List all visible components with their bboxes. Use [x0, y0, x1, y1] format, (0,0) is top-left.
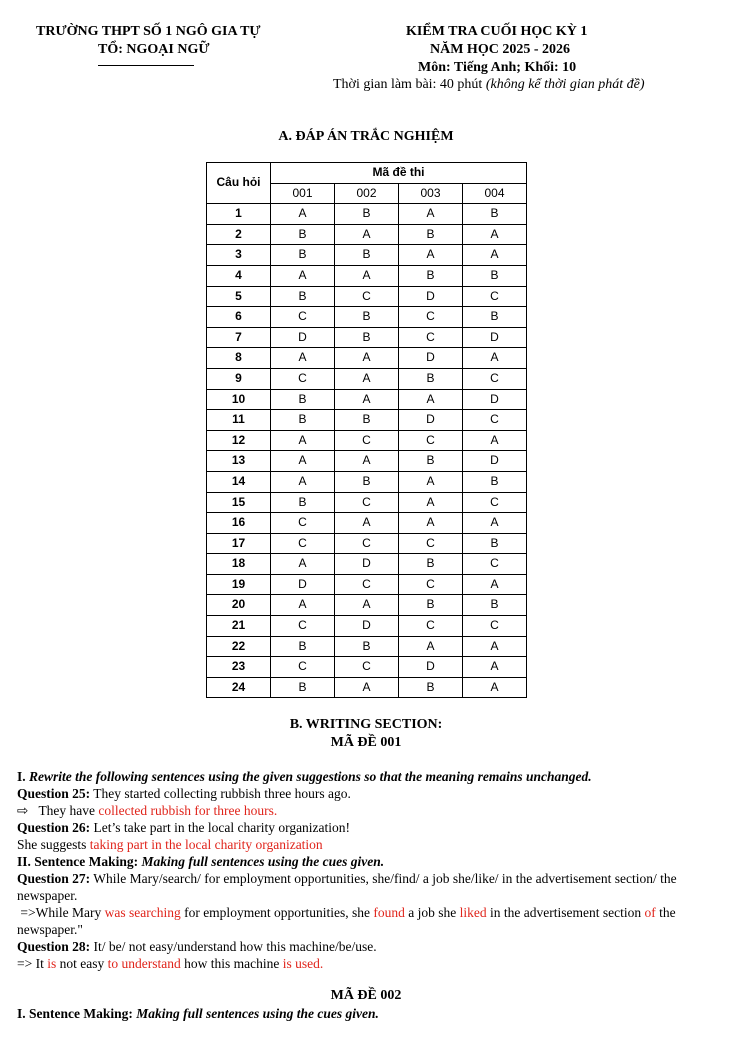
question-number: 15: [207, 492, 271, 513]
answer-cell: B: [271, 636, 335, 657]
answer-cell: C: [335, 286, 399, 307]
answer-cell: B: [271, 245, 335, 266]
table-row: [207, 245, 527, 266]
section-a-title: A. ĐÁP ÁN TRẮC NGHIỆM: [278, 129, 454, 144]
answer-cell: C: [463, 492, 527, 513]
answer-cell: B: [399, 265, 463, 286]
school-name: TRƯỜNG THPT SỐ 1 NGÔ GIA TỰ: [36, 24, 261, 39]
answer-cell: B: [399, 368, 463, 389]
answer-cell: D: [271, 327, 335, 348]
q27-answer: [17, 904, 715, 938]
answer-cell: D: [399, 348, 463, 369]
answer-cell: B: [463, 471, 527, 492]
answer-cell: C: [335, 657, 399, 678]
writing-section-001: [17, 768, 717, 972]
code-header: 002: [335, 183, 399, 204]
answer-cell: A: [463, 224, 527, 245]
q25-answer: [17, 802, 717, 819]
answer-cell: B: [271, 677, 335, 698]
code-header: 001: [271, 183, 335, 204]
q28-answer-key: is used.: [282, 956, 324, 971]
part1-number: I.: [17, 769, 26, 784]
table-row: [207, 327, 527, 348]
answer-cell: C: [399, 574, 463, 595]
arrow-icon: ⇨: [17, 803, 29, 818]
answer-cell: A: [463, 677, 527, 698]
question-number: 21: [207, 616, 271, 637]
exam-title: KIỂM TRA CUỐI HỌC KỲ 1: [406, 24, 588, 39]
section-b-title: B. WRITING SECTION:: [289, 717, 443, 732]
answer-cell: C: [463, 410, 527, 431]
answer-cell: C: [271, 657, 335, 678]
answer-cell: C: [399, 430, 463, 451]
answer-cell: A: [335, 451, 399, 472]
question-number: 22: [207, 636, 271, 657]
answer-cell: A: [399, 471, 463, 492]
answer-table-body: [207, 204, 527, 698]
part1-instruction-text: Rewrite the following sentences using the given suggestions so that the meaning remains unchanged.: [29, 769, 592, 784]
question-number: 6: [207, 307, 271, 328]
answer-cell: B: [335, 471, 399, 492]
answer-cell: B: [335, 327, 399, 348]
answer-cell: A: [271, 595, 335, 616]
q26-answer-key: taking part in the local charity organization: [89, 837, 323, 852]
answer-cell: B: [399, 554, 463, 575]
question-number: 5: [207, 286, 271, 307]
header-underline: [98, 65, 194, 66]
code-002-title: MÃ ĐỀ 002: [330, 988, 402, 1003]
answer-cell: C: [399, 616, 463, 637]
question-number: 19: [207, 574, 271, 595]
table-row: [207, 224, 527, 245]
answer-cell: A: [399, 513, 463, 534]
answer-cell: D: [463, 389, 527, 410]
answer-cell: A: [271, 265, 335, 286]
time-note: (không kể thời gian phát đề): [485, 77, 645, 92]
code-001-title: MÃ ĐỀ 001: [330, 735, 402, 750]
answer-cell: C: [399, 327, 463, 348]
answer-cell: C: [399, 307, 463, 328]
answer-cell: A: [335, 389, 399, 410]
question-number: 2: [207, 224, 271, 245]
question-number: 13: [207, 451, 271, 472]
table-row: [207, 348, 527, 369]
q28-answer-key: to understand: [107, 956, 181, 971]
q28-answer-key: is: [47, 956, 57, 971]
answer-cell: B: [335, 307, 399, 328]
q28-answer-part: how this machine: [184, 956, 280, 971]
answer-cell: B: [271, 286, 335, 307]
question-27: [17, 870, 715, 904]
question-number: 4: [207, 265, 271, 286]
answer-cell: A: [463, 574, 527, 595]
answer-cell: C: [271, 513, 335, 534]
part1b-instruction-text: Making full sentences using the cues given.: [136, 1006, 379, 1021]
answer-cell: A: [271, 348, 335, 369]
question-number: 9: [207, 368, 271, 389]
q27-answer-part: for employment opportunities, she: [184, 905, 371, 920]
answer-cell: D: [335, 616, 399, 637]
question-28: [17, 938, 717, 955]
answer-cell: A: [271, 204, 335, 225]
answer-cell: C: [271, 307, 335, 328]
answer-cell: B: [463, 265, 527, 286]
part2-instruction: [17, 853, 717, 870]
q27-answer-key: was searching: [104, 905, 181, 920]
q27-text: While Mary/search/ for employment opportunities, she/find/ a job she/like/ in the advertisement section/ the newspaper.: [17, 871, 677, 903]
answer-cell: A: [335, 265, 399, 286]
table-row: [207, 513, 527, 534]
question-number: 10: [207, 389, 271, 410]
school-year: NĂM HỌC 2025 - 2026: [430, 42, 570, 57]
table-row: [207, 595, 527, 616]
time-label: Thời gian làm bài: 40 phút: [333, 77, 483, 92]
answer-cell: A: [463, 636, 527, 657]
q27-answer-key: liked: [459, 905, 487, 920]
answer-cell: A: [463, 513, 527, 534]
answer-cell: B: [335, 204, 399, 225]
q25-answer-key: collected rubbish for three hours.: [98, 803, 278, 818]
answer-cell: A: [271, 451, 335, 472]
answer-cell: A: [335, 348, 399, 369]
code-header: 003: [399, 183, 463, 204]
q28-text: It/ be/ not easy/understand how this machine/be/use.: [93, 939, 377, 954]
q27-answer-part: =>While Mary: [20, 905, 102, 920]
table-row: [207, 368, 527, 389]
answer-cell: D: [399, 410, 463, 431]
table-row: [207, 410, 527, 431]
answer-cell: B: [463, 307, 527, 328]
q26-label: Question 26:: [17, 820, 91, 835]
answer-cell: A: [335, 677, 399, 698]
answer-cell: C: [463, 286, 527, 307]
question-number: 16: [207, 513, 271, 534]
answer-cell: C: [463, 616, 527, 637]
q28-answer-part: => It: [17, 956, 44, 971]
answer-cell: B: [463, 204, 527, 225]
answer-cell: C: [463, 554, 527, 575]
answer-cell: C: [335, 492, 399, 513]
q28-answer: [17, 955, 717, 972]
answer-cell: C: [463, 368, 527, 389]
table-row: [207, 677, 527, 698]
answer-cell: A: [271, 471, 335, 492]
table-row: [207, 574, 527, 595]
question-number: 18: [207, 554, 271, 575]
q27-answer-part: the newspaper.": [17, 905, 676, 937]
question-number: 12: [207, 430, 271, 451]
answer-cell: A: [335, 513, 399, 534]
answer-cell: B: [399, 677, 463, 698]
q27-answer-part: in the advertisement section: [490, 905, 642, 920]
answer-cell: C: [335, 430, 399, 451]
q27-answer-key: of: [644, 905, 656, 920]
table-row: [207, 533, 527, 554]
subject-line: Môn: Tiếng Anh; Khối: 10: [418, 60, 577, 75]
question-number: 14: [207, 471, 271, 492]
table-row: [207, 204, 527, 225]
answer-cell: A: [399, 204, 463, 225]
answer-cell: B: [271, 410, 335, 431]
answer-cell: A: [271, 554, 335, 575]
answer-cell: B: [271, 224, 335, 245]
part1b-label: I. Sentence Making:: [17, 1006, 133, 1021]
part1-instruction: [17, 768, 717, 785]
q25-text: They started collecting rubbish three hours ago.: [93, 786, 351, 801]
answer-table: [206, 162, 527, 698]
table-row: [207, 636, 527, 657]
table-row: [207, 616, 527, 637]
answer-cell: B: [399, 224, 463, 245]
table-row: [207, 286, 527, 307]
answer-cell: A: [399, 636, 463, 657]
table-row: [207, 451, 527, 472]
col-code-header: Mã đề thi: [271, 163, 527, 184]
question-number: 23: [207, 657, 271, 678]
table-row: [207, 430, 527, 451]
answer-cell: A: [463, 245, 527, 266]
part2-label: II. Sentence Making:: [17, 854, 139, 869]
answer-cell: A: [399, 492, 463, 513]
question-26: [17, 819, 717, 836]
answer-cell: B: [335, 245, 399, 266]
answer-cell: A: [335, 595, 399, 616]
answer-cell: C: [335, 533, 399, 554]
answer-cell: C: [271, 533, 335, 554]
q27-answer-part: a job she: [408, 905, 457, 920]
answer-cell: D: [399, 286, 463, 307]
table-row: [207, 471, 527, 492]
answer-cell: C: [399, 533, 463, 554]
answer-cell: C: [271, 368, 335, 389]
question-number: 7: [207, 327, 271, 348]
answer-cell: A: [335, 368, 399, 389]
table-row: [207, 554, 527, 575]
answer-cell: A: [399, 389, 463, 410]
answer-cell: B: [335, 410, 399, 431]
question-number: 20: [207, 595, 271, 616]
answer-cell: A: [463, 657, 527, 678]
table-row: [207, 389, 527, 410]
answer-cell: A: [463, 430, 527, 451]
answer-cell: C: [271, 616, 335, 637]
department-name: TỔ: NGOẠI NGỮ: [98, 42, 210, 57]
table-row: [207, 307, 527, 328]
part2-instruction-text: Making full sentences using the cues given.: [141, 854, 385, 869]
question-number: 1: [207, 204, 271, 225]
answer-cell: B: [271, 492, 335, 513]
answer-cell: B: [399, 595, 463, 616]
question-number: 24: [207, 677, 271, 698]
answer-cell: A: [399, 245, 463, 266]
answer-cell: A: [335, 224, 399, 245]
part1b-instruction: [17, 1005, 717, 1022]
answer-cell: B: [463, 595, 527, 616]
answer-cell: D: [463, 451, 527, 472]
answer-cell: D: [399, 657, 463, 678]
q26-answer: [17, 836, 717, 853]
q26-text: Let’s take part in the local charity organization!: [93, 820, 351, 835]
q25-answer-prefix: They have: [38, 803, 96, 818]
table-row: [207, 492, 527, 513]
q26-answer-prefix: She suggests: [17, 837, 87, 852]
answer-cell: C: [335, 574, 399, 595]
col-question-header: Câu hỏi: [207, 163, 271, 204]
q27-label: Question 27:: [17, 871, 91, 886]
table-row: [207, 657, 527, 678]
question-number: 8: [207, 348, 271, 369]
q28-answer-part: not easy: [59, 956, 105, 971]
q28-label: Question 28:: [17, 939, 91, 954]
answer-cell: D: [335, 554, 399, 575]
time-line: [333, 77, 645, 93]
q27-answer-key: found: [373, 905, 405, 920]
q25-label: Question 25:: [17, 786, 91, 801]
question-number: 11: [207, 410, 271, 431]
answer-cell: B: [335, 636, 399, 657]
question-number: 3: [207, 245, 271, 266]
answer-cell: B: [399, 451, 463, 472]
answer-cell: B: [463, 533, 527, 554]
answer-cell: B: [271, 389, 335, 410]
question-25: [17, 785, 717, 802]
question-number: 17: [207, 533, 271, 554]
answer-cell: A: [271, 430, 335, 451]
table-row: [207, 265, 527, 286]
code-header: 004: [463, 183, 527, 204]
answer-cell: D: [463, 327, 527, 348]
answer-cell: A: [463, 348, 527, 369]
answer-cell: D: [271, 574, 335, 595]
